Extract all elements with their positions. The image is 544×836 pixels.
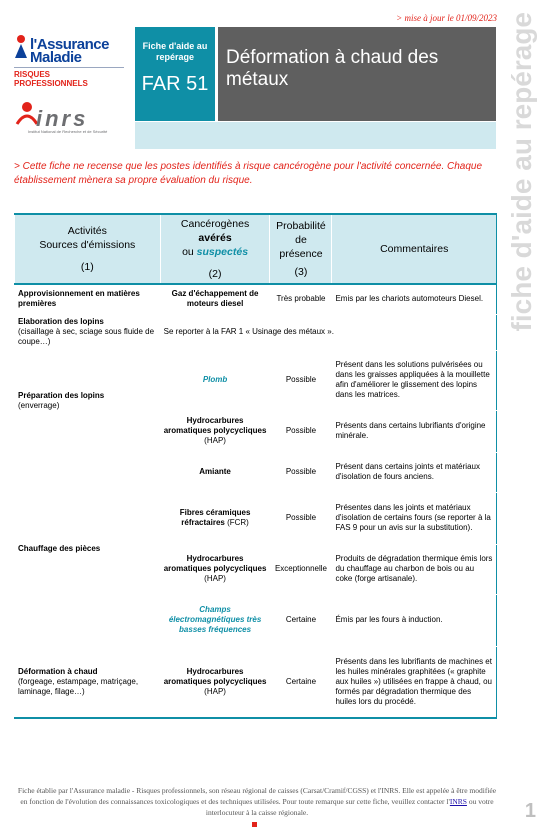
agent-name: Fibres céramiques réfractaires (179, 508, 251, 527)
header-strip (135, 122, 496, 149)
comment-cell: Présent dans les solutions pulvérisées ou dans les graisses appliquées à la mouillette afin d'améliorer le glissement des lopins dans les matrices. (332, 350, 497, 410)
agent-cell: Amiante (160, 452, 270, 492)
agent-cell: Champs électromagnétiques très basses fréquences (160, 594, 270, 646)
update-date: > mise à jour le 01/09/2023 (396, 13, 497, 23)
agent-cell (160, 544, 270, 594)
carcinogen-table (14, 213, 497, 719)
activity-name: Elaboration des lopins (18, 317, 104, 326)
col2-line3 (164, 245, 267, 259)
comment-cell: Produits de dégradation thermique émis lors du chauffage au charbon de bois ou au coke (forge artisanale). (332, 544, 497, 594)
activity-name: Approvisionnement en matières premières (18, 289, 140, 309)
footer-marker (252, 822, 257, 827)
activity-note: (cisaillage à sec, sciage sous fluide de coupe…) (18, 327, 155, 346)
agent-cell: Plomb (160, 350, 270, 410)
merged-reference-cell: Se reporter à la FAR 1 « Usinage des métaux ». (160, 314, 496, 350)
side-title-text: fiche d'aide au repérage (506, 12, 537, 332)
side-title (506, 12, 542, 372)
activity-cell (15, 452, 161, 646)
col-probability-header (270, 214, 332, 284)
agent-cell: Gaz d'échappement de moteurs diesel (160, 284, 270, 314)
col-activities-header (15, 214, 161, 284)
col2-susp: suspectés (196, 246, 249, 258)
agent-abbr: (HAP) (204, 436, 226, 445)
activity-cell (15, 646, 161, 718)
probability-cell: Très probable (270, 284, 332, 314)
probability-cell: Certaine (270, 594, 332, 646)
comment-cell: Présents dans certains lubrifiants d'origine minérale. (332, 410, 497, 452)
inrs-link[interactable]: INRS (449, 797, 467, 806)
probability-cell: Possible (270, 410, 332, 452)
col2-avere: avérés (198, 232, 232, 244)
col2-line1: Cancérogènes (180, 218, 250, 230)
table-row (15, 646, 497, 718)
activity-name: Déformation à chaud (18, 666, 98, 676)
far-code: FAR 51 (141, 73, 209, 95)
agent-cell (160, 410, 270, 452)
comment-cell: Présents dans les lubrifiants de machines et les huiles minérales graphitées (« graphite aux huiles ») utilisées en frappe à chaud, ou formés par dégradation thermique des huiles lors du procédé. (332, 646, 497, 718)
col2-ou: ou (182, 246, 194, 258)
col-comments-header: Commentaires (332, 214, 497, 284)
col1-line2: Sources d'émissions (39, 239, 136, 251)
inrs-subtitle: Institut National de Recherche et de Sécurité (28, 129, 108, 134)
agent-abbr: (HAP) (204, 686, 226, 696)
comment-cell: Emis par les chariots automoteurs Diesel. (332, 284, 497, 314)
title-banner (218, 27, 496, 121)
assurance-subtitle: RISQUES PROFESSIONNELS (14, 70, 88, 88)
activity-note: (enverrage) (18, 401, 60, 410)
far-badge (135, 27, 215, 121)
inrs-logo (14, 96, 124, 138)
footer-part1: Fiche établie par l'Assurance maladie - Risques professionnels, son réseau régional de caisses (Carsat/Cramif/CGSS) et l'INRS. Elle est appelée à être modifiée en fonction de l'évolution des connaissances toxicologiques et des techniques utilisées. Pour toute remarque sur cette fiche, veuillez contacter l' (17, 786, 497, 806)
agent-abbr: (FCR) (227, 518, 249, 527)
col-carcinogens-header (160, 214, 270, 284)
activity-note: (forgeage, estampage, matriçage, laminage, filage…) (18, 676, 139, 696)
activity-cell (15, 284, 161, 314)
activity-name: Chauffage des pièces (18, 544, 101, 553)
notice-text: > Cette fiche ne recense que les postes identifiés à risque cancérogène pour l'activité concernée. Chaque établissement mènera sa propre évaluation du risque. (14, 161, 483, 186)
agent-abbr: (HAP) (204, 574, 226, 583)
assurance-maladie-icon (14, 34, 28, 60)
comment-cell: Présent dans certains joints et matériaux d'isolation de fours anciens. (332, 452, 497, 492)
activity-name: Préparation des lopins (18, 391, 105, 400)
assurance-name-line2: Maladie (30, 49, 82, 66)
probability-cell: Possible (270, 492, 332, 544)
table-row (15, 350, 497, 410)
footer-text (14, 785, 500, 818)
probability-cell: Possible (270, 350, 332, 410)
table-row (15, 284, 497, 314)
activity-cell (15, 314, 161, 350)
probability-cell: Possible (270, 452, 332, 492)
table-row (15, 314, 497, 350)
col3-num: (3) (294, 266, 308, 278)
logo-divider (14, 67, 124, 68)
probability-cell: Exceptionnelle (270, 544, 332, 594)
comment-cell: Présentes dans les joints et matériaux d'isolation de certains fours (se reporter à la FAS 9 pour un avis sur la substitution). (332, 492, 497, 544)
comment-cell: Émis par les fours à induction. (332, 594, 497, 646)
probability-cell: Certaine (270, 646, 332, 718)
col1-line1: Activités (67, 225, 107, 237)
assurance-name-line1: l'Assurance (30, 36, 109, 53)
col1-num: (1) (80, 261, 94, 273)
assurance-maladie-logo (14, 32, 124, 88)
agent-name: Hydrocarbures aromatiques polycycliques (163, 416, 267, 435)
activity-cell (15, 350, 161, 452)
agent-cell (160, 492, 270, 544)
table-header-row (15, 214, 497, 284)
page-title: Déformation à chaud des métaux (226, 47, 439, 90)
footer-part2: ou votre interlocuteur à la caisse régionale. (205, 797, 494, 817)
agent-name: Hydrocarbures aromatiques polycycliques (163, 666, 267, 686)
far-label: Fiche d'aide au repérage (142, 41, 208, 62)
inrs-wordmark: inrs (36, 106, 89, 131)
agent-cell (160, 646, 270, 718)
col3-label: Probabilité de présence (276, 220, 326, 260)
agent-name: Hydrocarbures aromatiques polycycliques (163, 554, 267, 573)
col2-num: (2) (208, 268, 222, 280)
table-row (15, 452, 497, 492)
page-number: 1 (524, 800, 536, 822)
